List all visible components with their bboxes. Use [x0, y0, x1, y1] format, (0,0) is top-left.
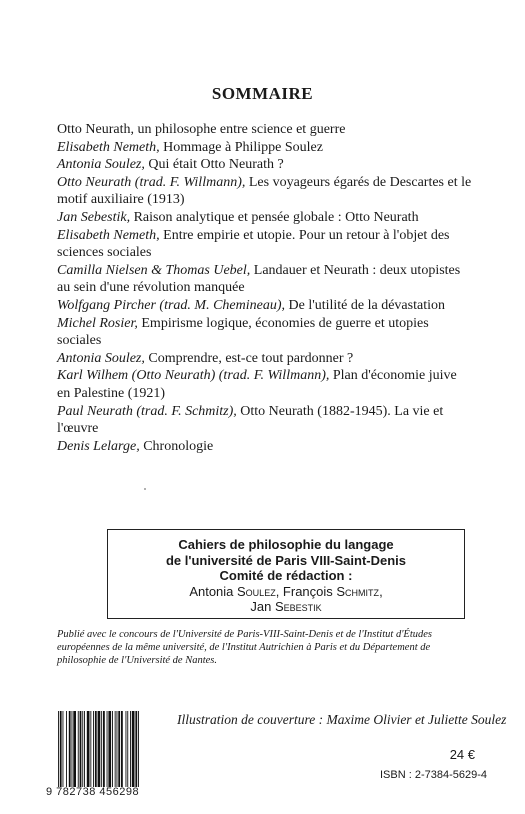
toc-entry: [57, 438, 472, 456]
toc-entry: [57, 209, 472, 227]
barcode-bar: [90, 711, 91, 787]
toc-entry: [57, 121, 472, 139]
toc-text: Comprendre, est-ce tout pardonner ?: [144, 350, 354, 366]
toc-author: Michel Rosier,: [57, 315, 138, 331]
toc-text: Raison analytique et pensée globale : Otto Neurath: [130, 209, 419, 225]
price: 24 €: [449, 747, 475, 762]
toc-author: Antonia Soulez,: [57, 350, 145, 366]
toc-author: Elisabeth Nemeth,: [57, 227, 160, 243]
toc-entry: [57, 227, 472, 262]
toc-text: De l'utilité de la dévastation: [285, 297, 445, 313]
barcode-bar: [72, 711, 73, 787]
barcode-bar: [112, 711, 113, 787]
barcode-bar: [82, 711, 83, 787]
barcode-bar: [60, 711, 62, 787]
toc-author: Denis Lelarge,: [57, 438, 140, 454]
barcode-bar: [69, 711, 71, 787]
toc-entry: [57, 367, 472, 402]
toc-text: Empirisme logique, économies de guerre et utopies sociales: [57, 315, 429, 349]
barcode-bar: [93, 711, 94, 787]
barcode-bar: [138, 711, 139, 787]
toc-author: Wolfgang Pircher (trad. M. Chemineau),: [57, 297, 285, 313]
editorial-box: [107, 529, 465, 619]
toc-text: Hommage à Philippe Soulez: [159, 139, 323, 155]
barcode-bar: [118, 711, 120, 787]
barcode-bar: [135, 711, 137, 787]
toc-author: Elisabeth Nemeth,: [57, 139, 160, 155]
toc-author: Antonia Soulez,: [57, 157, 145, 173]
isbn: ISBN : 2-7384-5629-4: [380, 769, 488, 781]
barcode-bar: [127, 711, 128, 787]
barcode-bar: [63, 711, 64, 787]
barcode-number: 9 782738 456298: [46, 786, 140, 798]
barcode-bar: [80, 711, 82, 787]
barcode-bar: [58, 711, 59, 787]
barcode-bar: [115, 711, 116, 787]
barcode-bar: [98, 711, 101, 787]
toc-text: Plan d'économie juive en Palestine (1921): [57, 368, 457, 401]
barcode: [57, 711, 168, 787]
toc-entry: [57, 139, 472, 157]
toc-entry: [57, 403, 472, 438]
toc-author: Paul Neurath (trad. F. Schmitz),: [57, 403, 237, 419]
barcode-bar: [66, 711, 67, 787]
toc-text: Chronologie: [139, 438, 214, 454]
speck: [144, 488, 146, 490]
barcode-bar: [117, 711, 118, 787]
toc-entry: [57, 315, 472, 350]
barcode-bar: [121, 711, 123, 787]
toc-author: Karl Wilhem (Otto Neurath) (trad. F. Willmann),: [57, 368, 330, 384]
barcode-bar: [84, 711, 85, 787]
barcode-bar: [132, 711, 135, 787]
barcode-bar: [107, 711, 108, 787]
committee-line-1: Antonia Soulez, François Schmitz,: [189, 583, 383, 599]
page-title: SOMMAIRE: [211, 84, 314, 103]
publication-note: Publié avec le concours de l'Université de Paris-VIII-Saint-Denis et de l'Institut d'Études européennes de la même université, de l'Institut Autrichien à Paris et du Département de philosophie de l'Université de Nantes.: [57, 629, 433, 667]
toc-text: Landauer et Neurath : deux utopistes au sein d'une révolution manquée: [57, 262, 461, 296]
barcode-bar: [95, 711, 97, 787]
toc-text: Les voyageurs égarés de Descartes et le motif auxiliaire (1913): [57, 174, 472, 208]
toc-entry: [57, 174, 472, 209]
barcode-bar: [126, 711, 127, 787]
toc-text: Entre empirie et utopie. Pour un retour à l'objet des sciences sociales: [57, 227, 450, 261]
barcode-bar: [101, 711, 102, 787]
barcode-bar: [73, 711, 76, 787]
toc-text: Qui était Otto Neurath ?: [144, 157, 284, 173]
series-university: de l'université de Paris VIII-Saint-Denis: [165, 552, 407, 568]
toc-entry: [57, 156, 472, 174]
barcode-bar: [78, 711, 79, 787]
toc-text: Otto Neurath, un philosophe entre science et guerre: [57, 122, 346, 137]
toc-text: Otto Neurath (1882-1945). La vie et l'œuvre: [57, 403, 444, 437]
barcode-bar: [130, 711, 131, 787]
toc-author: Camilla Nielsen & Thomas Uebel,: [57, 262, 251, 278]
table-of-contents: [57, 121, 472, 455]
toc-author: Jan Sebestik,: [57, 209, 131, 225]
committee-heading: Comité de rédaction :: [219, 568, 353, 584]
toc-entry: [57, 262, 472, 297]
toc-entry: [57, 350, 472, 368]
series-title: Cahiers de philosophie du langage: [178, 537, 394, 552]
toc-entry: [57, 297, 472, 315]
committee-line-2: Jan Sebestik: [250, 599, 322, 615]
barcode-bar: [108, 711, 111, 787]
cover-illustration-credit: Illustration de couverture : Maxime Olivier et Juliette Soulez: [177, 712, 507, 727]
barcode-bar: [87, 711, 90, 787]
barcode-bar: [103, 711, 105, 787]
toc-author: Otto Neurath (trad. F. Willmann),: [57, 174, 246, 190]
